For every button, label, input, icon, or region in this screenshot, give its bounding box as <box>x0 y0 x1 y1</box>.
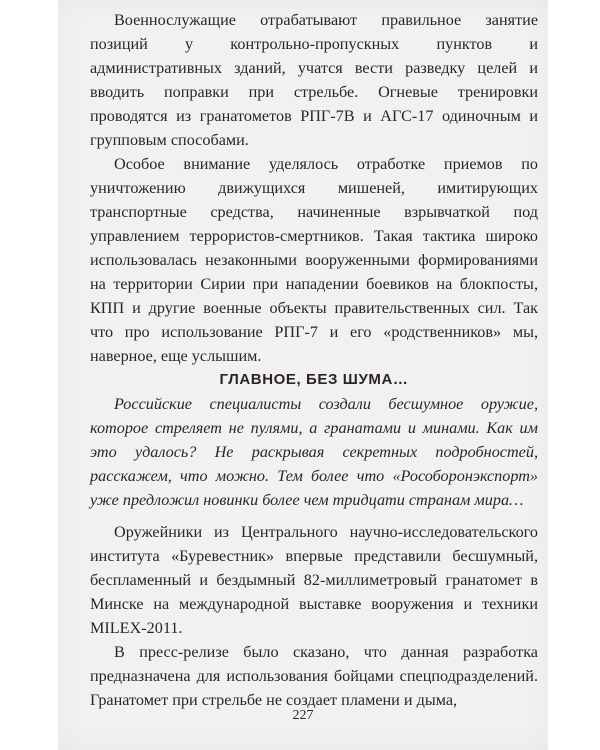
paragraph-moving-targets: Особое внимание уделялось отработке приемов по уничтожению движущихся мишеней, имитирующих транспортные средства, начиненные взрывчаткой под управлением террористов-смертников. Такая тактика широко использовалась незаконными вооруженными формированиями на территории Сирии при нападении боевиков на блокпосты, КПП и другие военные объекты правительственных сил. Так что про использование РПГ-7 и его «родственников» мы, наверное, еще услышим. <box>90 155 538 365</box>
page-body <box>90 8 538 712</box>
page-number: 227 <box>292 708 314 723</box>
book-page <box>58 0 548 750</box>
lead-paragraph: Российские специалисты создали бесшумное оружие, которое стреляет не пулями, а гранатами и минами. Как им это удалось? Не раскрывая секретных подробностей, расскажем, что можно. Тем более что «Рособоронэкспорт» уже предложил новинки более чем тридцати странам мира… <box>90 395 538 509</box>
paragraph-training: Военнослужащие отрабатывают правильное занятие позиций у контрольно-пропускных пунктов и административных зданий, учатся вести разведку целей и вводить поправки при стрельбе. Огневые тренировки проводятся из гранатометов РПГ-7В и АГС-17 одиночным и групповым способами. <box>90 11 538 149</box>
paragraph-press-release: В пресс-релизе было сказано, что данная разработка предназначена для использования бойцами спецподразделений. Гранатомет при стрельбе не создает пламени и дыма, <box>90 643 538 709</box>
paragraph-burevestnik: Оружейники из Центрального научно-исследовательского института «Буревестник» впервые представили бесшумный, беспламенный и бездымный 82-миллиметровый гранатомет в Минске на международной выставке вооружения и техники MILEX-2011. <box>90 523 538 637</box>
section-heading: ГЛАВНОЕ, БЕЗ ШУМА… <box>219 371 409 388</box>
